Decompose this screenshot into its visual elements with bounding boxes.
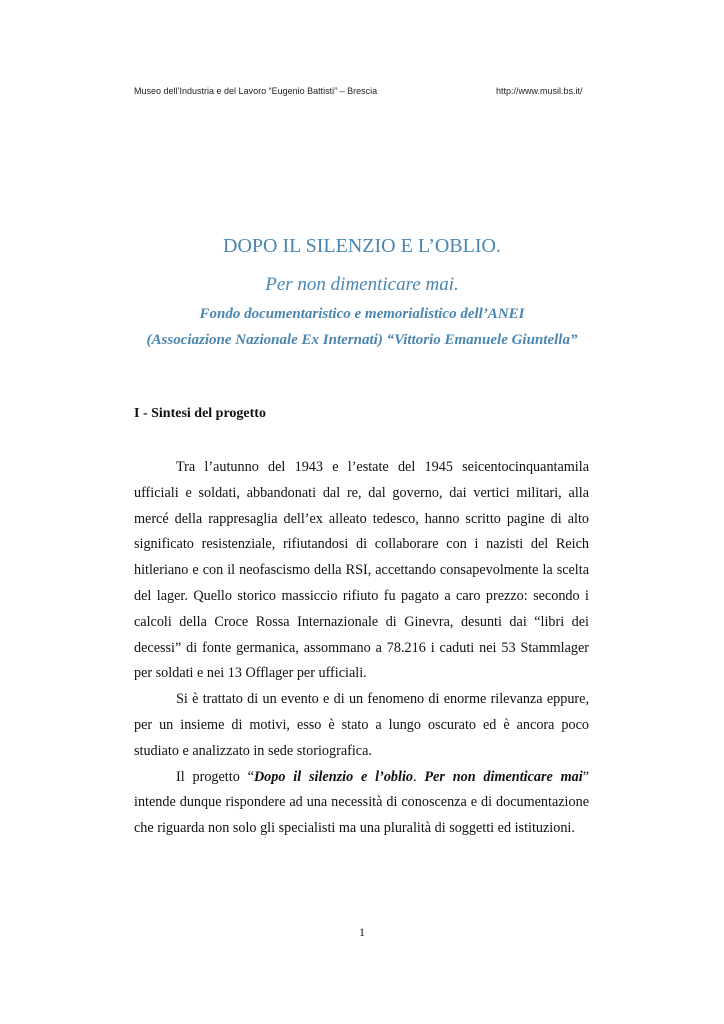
paragraph-2: Si è trattato di un evento e di un fenomeno di enorme rilevanza eppure, per un insieme di motivi, esso è stato a lungo oscurato ed è ancora poco studiato e analizzato in sede storiografica.	[134, 691, 589, 759]
header-url: http://www.musil.bs.it/	[496, 86, 583, 96]
document-subtitle: Per non dimenticare mai.	[265, 274, 459, 295]
document-title: DOPO IL SILENZIO E L’OBLIO.	[223, 235, 501, 257]
body-text	[134, 455, 589, 842]
paragraph-3-mid: .	[413, 768, 425, 785]
paragraph-1: Tra l’autunno del 1943 e l’estate del 1945 seicentocinquantamila ufficiali e soldati, abbandonati dal re, dal governo, dai vertici militari, alla mercé della rappresaglia dell’ex alleato tedesco, hanno scritto pagine di alto significato resistenziale, rifiutandosi di collaborare con i nazisti del Reich hitleriano e con il neofascismo della RSI, accettando consapevolmente la scelta del lager. Quello storico massiccio rifiuto fu pagato a caro prezzo: secondo i calcoli della Croce Rossa Internazionale di Ginevra, desunti dai “libri dei decessi” di fonte germanica, assommano a 78.216 i caduti nei 53 Stammlager per soldati e nei 13 Offlager per ufficiali.	[134, 459, 589, 682]
page-number: 1	[359, 925, 365, 939]
document-description-line1: Fondo documentaristico e memorialistico dell’ANEI	[199, 306, 525, 322]
document-description-line2: (Associazione Nazionale Ex Internati) “Vittorio Emanuele Giuntella”	[146, 332, 578, 348]
paragraph-3	[134, 765, 589, 842]
paragraph-3-emphasis-1: Dopo il silenzio e l’oblio	[253, 768, 413, 785]
paragraph-3-post: ” intende dunque rispondere ad una necessità di conoscenza e di documentazione che riguarda non solo gli specialisti ma una pluralità di soggetti ed istituzioni.	[134, 768, 590, 837]
paragraph-3-emphasis-2: Per non dimenticare mai	[424, 768, 583, 785]
header-institution: Museo dell’Industria e del Lavoro “Eugenio Battisti” – Brescia	[134, 86, 378, 96]
paragraph-3-pre: Il progetto “	[176, 768, 254, 785]
section-heading: I - Sintesi del progetto	[134, 406, 266, 421]
